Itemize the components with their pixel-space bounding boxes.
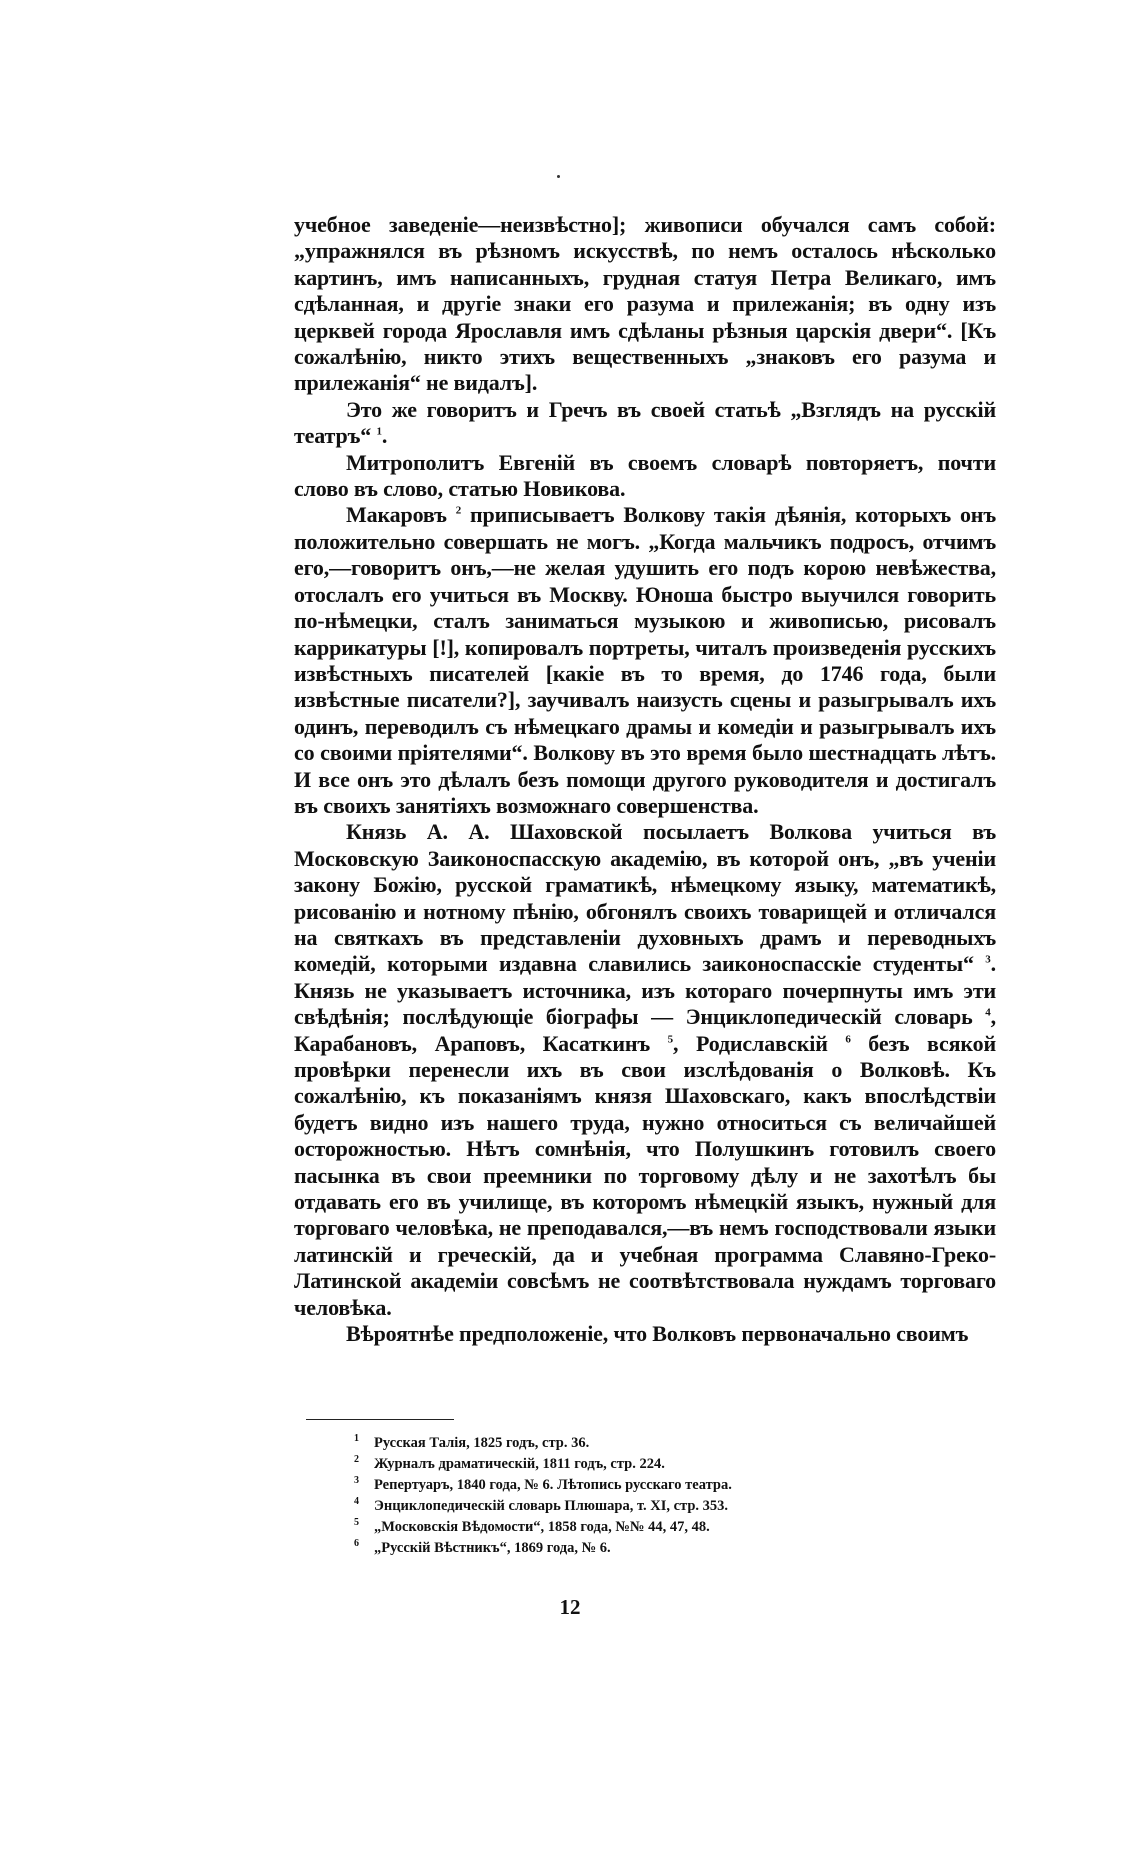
footnote: 1 Русская Талія, 1825 годъ, стр. 36. bbox=[354, 1433, 590, 1451]
footnote-text: „Русскій Вѣстникъ“, 1869 года, № 6. bbox=[374, 1540, 611, 1556]
footnote-reference: 6 bbox=[845, 1033, 851, 1046]
footnote: 5 „Московскія Вѣдомости“, 1858 года, №№ 44, 47, 48. bbox=[354, 1517, 710, 1535]
footnote-reference: 4 bbox=[985, 1006, 991, 1019]
paragraph-text: учебное заведеніе—неизвѣстно]; живописи обучался самъ собой: „упражнялся въ рѣзномъ искусствѣ, по немъ осталось нѣсколько картинъ, имъ написанныхъ, грудная статуя Петра Великаго, имъ сдѣланная, и другіе знаки его разума и прилежанія; въ одну изъ церквей города Ярославля имъ сдѣланы рѣзныя царскія двери“. [Къ сожалѣнію, никто этихъ вещественныхъ „знаковъ его разума и прилежанія“ не видалъ]. bbox=[294, 212, 996, 396]
footnote: 3 Репертуаръ, 1840 года, № 6. Лѣтопись русскаго театра. bbox=[354, 1475, 732, 1493]
paragraph-text: . Князь не указываетъ источника, изъ котораго почерпнуты имъ эти свѣдѣнія; послѣдующіе біографы — Энциклопедическій словарь bbox=[294, 951, 996, 1030]
paragraph bbox=[294, 212, 996, 397]
paragraph bbox=[294, 450, 996, 503]
footnote-text: Энциклопедическій словарь Плюшара, т. XI, стр. 353. bbox=[374, 1498, 729, 1514]
paragraph-text: , Карабановъ, Араповъ, Касаткинъ bbox=[294, 1004, 996, 1056]
footnote-reference: 1 bbox=[376, 425, 382, 438]
footnote-reference: 3 bbox=[985, 954, 991, 967]
paragraph-text: Вѣроятнѣе предположеніе, что Волковъ первоначально своимъ bbox=[346, 1321, 969, 1347]
paragraph bbox=[294, 819, 996, 1321]
paragraph-text: Макаровъ bbox=[346, 502, 456, 528]
footnote-text: Русская Талія, 1825 годъ, стр. 36. bbox=[374, 1435, 590, 1451]
paragraph bbox=[294, 1321, 996, 1347]
paragraph-text: Князь А. А. Шаховской посылаетъ Волкова учиться въ Московскую Заиконоспасскую академію, въ которой онъ, „въ ученіи закону Божію, русской граматикѣ, нѣмецкому языку, математикѣ, рисованію и нотному пѣнію, обгонялъ своихъ товарищей и отличался на святкахъ въ представленіи духовныхъ драмъ и переводныхъ комедій, которыми издавна славились заиконоспасскіе студенты“ bbox=[294, 819, 996, 977]
paragraph bbox=[294, 397, 996, 450]
page-number: 12 bbox=[559, 1595, 581, 1619]
footnote: 4 Энциклопедическій словарь Плюшара, т. XI, стр. 353. bbox=[354, 1496, 729, 1514]
footnote-text: „Московскія Вѣдомости“, 1858 года, №№ 44, 47, 48. bbox=[374, 1519, 710, 1535]
print-speck bbox=[557, 175, 560, 178]
footnote-divider bbox=[306, 1419, 454, 1420]
paragraph-text: приписываетъ Волкову такія дѣянія, которыхъ онъ положительно совершать не могъ. „Когда мальчикъ подросъ, отчимъ его,—говоритъ онъ,—не желая удушить его подъ корою невѣжества, отослалъ его учиться въ Москву. Юноша быстро выучился говорить по-нѣмецки, сталъ заниматься музыкою и живописью, рисовалъ каррикатуры [!], копировалъ портреты, читалъ произведенія русскихъ извѣстныхъ писателей [какіе въ то время, до 1746 года, были извѣстные писатели?], заучивалъ наизусть сцены и разыгрывалъ ихъ одинъ, переводилъ съ нѣмецкаго драмы и комедіи и разыгрывалъ ихъ со своими пріятелями“. Волкову въ это время было шестнадцать лѣтъ. И все онъ это дѣлалъ безъ помощи другого руководителя и достигалъ въ своихъ занятіяхъ возможнаго совершенства. bbox=[294, 502, 996, 818]
footnote-reference: 2 bbox=[455, 505, 462, 518]
footnote-text: Журналъ драматическій, 1811 годъ, стр. 224. bbox=[374, 1456, 665, 1472]
footnote-text: Репертуаръ, 1840 года, № 6. Лѣтопись русскаго театра. bbox=[374, 1477, 732, 1493]
footnote: 2 Журналъ драматическій, 1811 годъ, стр. 224. bbox=[354, 1454, 665, 1472]
paragraph-text: Это же говоритъ и Гречъ въ своей статьѣ „Взглядъ на русскій театръ“ bbox=[294, 396, 996, 449]
footnote-reference: 5 bbox=[667, 1033, 674, 1046]
paragraph-text: . bbox=[381, 423, 388, 449]
paragraph-text: безъ всякой провѣрки перенесли ихъ въ свои изслѣдованія о Волковѣ. Къ сожалѣнію, къ показаніямъ князя Шаховскаго, какъ впослѣдствіи будетъ видно изъ нашего труда, нужно относиться съ величайшей осторожностью. Нѣтъ сомнѣнія, что Полушкинъ готовилъ своего пасынка въ свои преемники по торговому дѣлу и не захотѣлъ бы отдавать его въ училище, въ которомъ нѣмецкій языкъ, нужный для торговаго человѣка, не преподавался,—въ немъ господствовали языки латинскій и греческій, да и учебная программа Славяно-Греко-Латинской академіи совсѣмъ не соотвѣтствовала нуждамъ торговаго человѣка. bbox=[294, 1030, 996, 1320]
footnote: 6 „Русскій Вѣстникъ“, 1869 года, № 6. bbox=[354, 1538, 611, 1556]
main-text bbox=[294, 212, 996, 1347]
paragraph-text: , Родиславскій bbox=[673, 1030, 846, 1056]
paragraph bbox=[294, 502, 996, 819]
footnotes bbox=[354, 1433, 914, 1559]
paragraph-text: Митрополитъ Евгеній въ своемъ словарѣ повторяетъ, почти слово въ слово, статью Новикова. bbox=[294, 449, 996, 502]
